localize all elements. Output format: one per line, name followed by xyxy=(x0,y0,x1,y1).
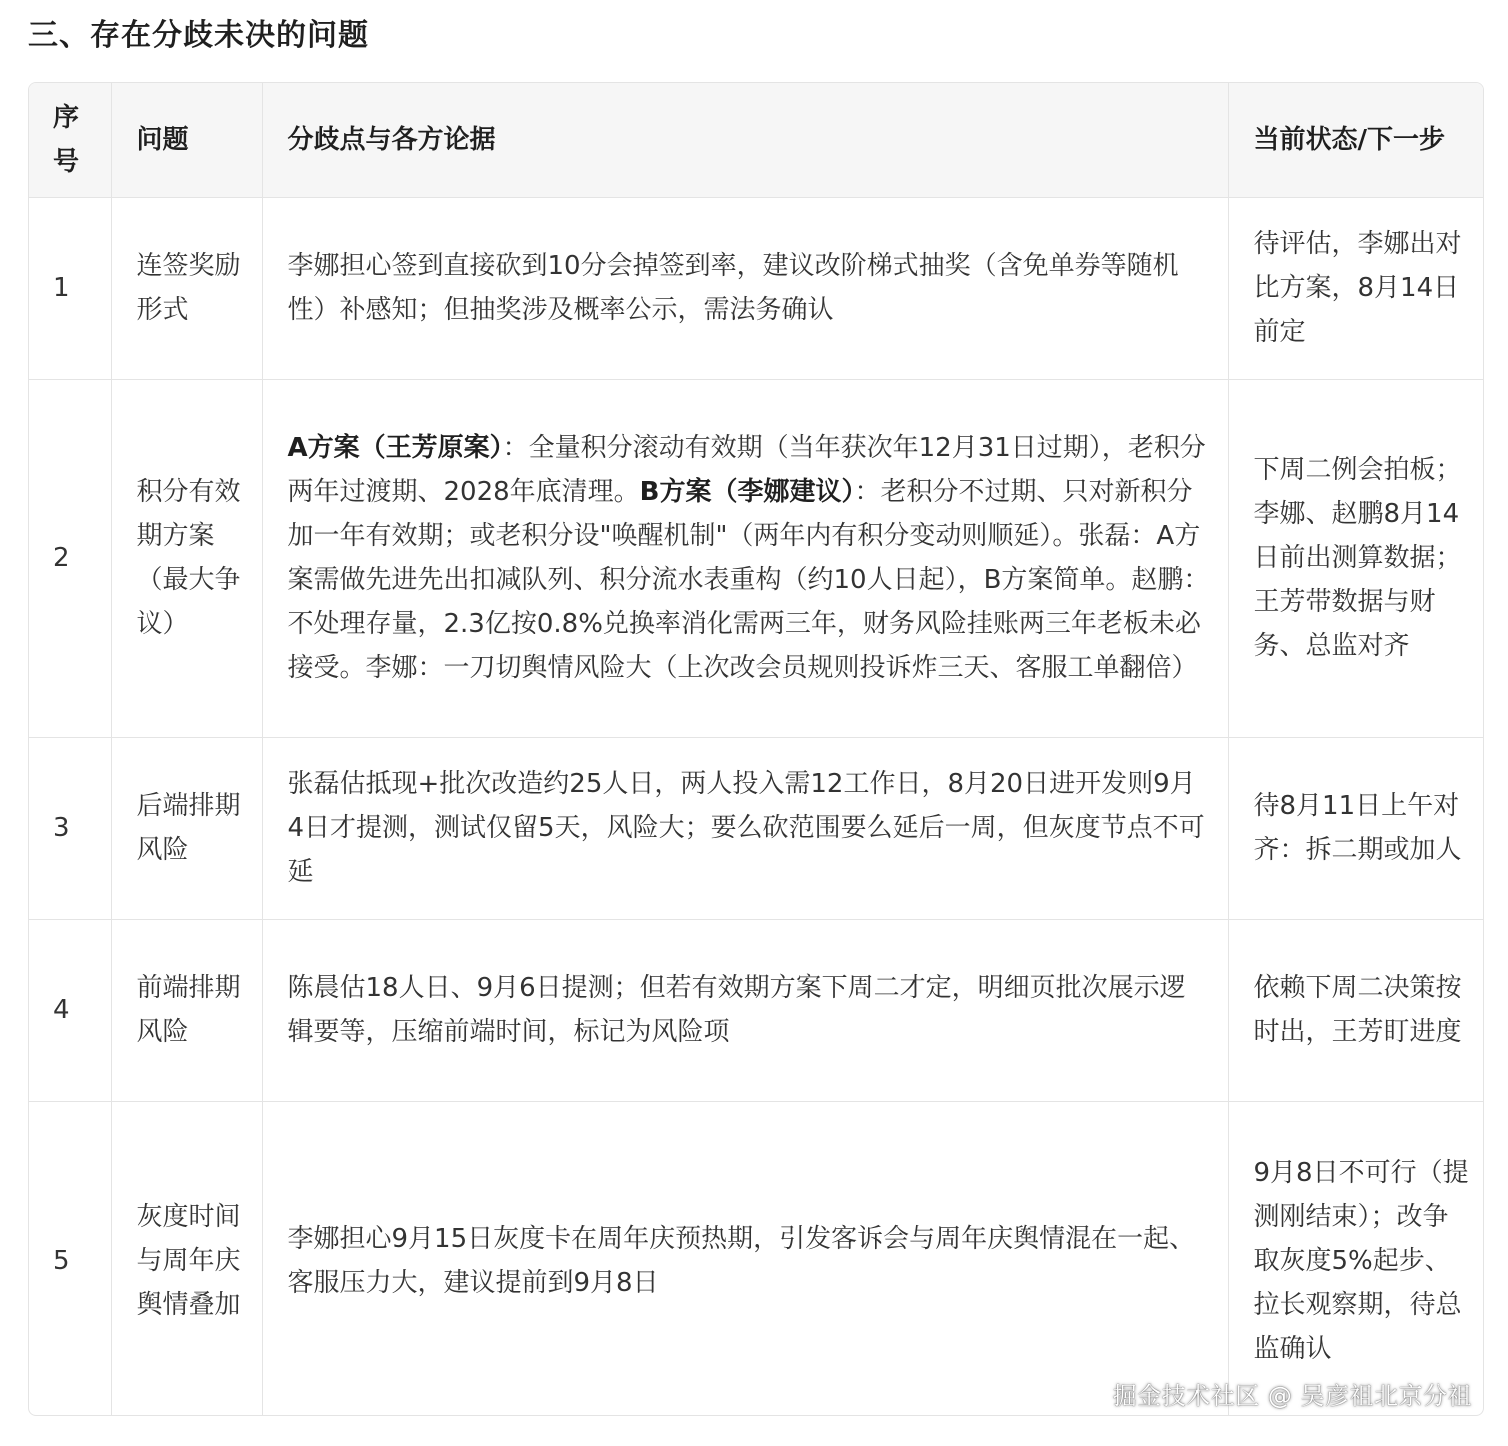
row-index: 5 xyxy=(29,1101,111,1416)
table-header-row xyxy=(29,83,1484,197)
row-index: 4 xyxy=(29,919,111,1101)
row-status: 待8月11日上午对齐：拆二期或加人 xyxy=(1228,737,1484,919)
header-issue: 问题 xyxy=(111,83,262,197)
table-row xyxy=(29,379,1484,737)
watermark: 掘金技术社区 @ 吴彦祖北京分祖 xyxy=(1112,1382,1472,1410)
row-details: 陈晨估18人日、9月6日提测；但若有效期方案下周二才定，明细页批次展示逻辑要等，压缩前端时间，标记为风险项 xyxy=(262,919,1228,1101)
plan-b-label: B方案（李娜建议） xyxy=(639,477,855,507)
header-index: 序号 xyxy=(29,83,111,197)
row-status: 下周二例会拍板；李娜、赵鹏8月14日前出测算数据；王芳带数据与财务、总监对齐 xyxy=(1228,379,1484,737)
row-status: 待评估，李娜出对比方案，8月14日前定 xyxy=(1228,197,1484,379)
issues-table-container xyxy=(28,82,1484,1416)
row-issue: 连签奖励形式 xyxy=(111,197,262,379)
row-details: 张磊估抵现+批次改造约25人日，两人投入需12工作日，8月20日进开发则9月4日才提测，测试仅留5天，风险大；要么砍范围要么延后一周，但灰度节点不可延 xyxy=(262,737,1228,919)
plan-a-label: A方案（王芳原案） xyxy=(287,433,503,463)
row-details: 李娜担心9月15日灰度卡在周年庆预热期，引发客诉会与周年庆舆情混在一起、客服压力大，建议提前到9月8日 xyxy=(262,1101,1228,1416)
row-issue: 后端排期风险 xyxy=(111,737,262,919)
table-row xyxy=(29,197,1484,379)
row-index: 2 xyxy=(29,379,111,737)
row-issue: 前端排期风险 xyxy=(111,919,262,1101)
row-details: 李娜担心签到直接砍到10分会掉签到率，建议改阶梯式抽奖（含免单券等随机性）补感知；但抽奖涉及概率公示，需法务确认 xyxy=(262,197,1228,379)
row-index: 1 xyxy=(29,197,111,379)
header-status: 当前状态/下一步 xyxy=(1228,83,1484,197)
table-row xyxy=(29,737,1484,919)
issues-table xyxy=(29,83,1484,1416)
plan-b-text: ：老积分不过期、只对新积分加一年有效期；或老积分设"唤醒机制"（两年内有积分变动则顺延）。张磊：A方案需做先进先出扣减队列、积分流水表重构（约10人日起），B方案简单。赵鹏：不处理存量，2.3亿按0.8%兑换率消化需两三年，财务风险挂账两三年老板未必接受。李娜：一刀切舆情风险大（上次改会员规则投诉炸三天、客服工单翻倍） xyxy=(287,477,1210,683)
row-status: 9月8日不可行（提测刚结束）；改争取灰度5%起步、拉长观察期，待总监确认 xyxy=(1228,1101,1484,1416)
section-title: 三、存在分歧未决的问题 xyxy=(28,18,369,53)
row-index: 3 xyxy=(29,737,111,919)
row-details xyxy=(262,379,1228,737)
table-row xyxy=(29,919,1484,1101)
plan-a-text: ：全量积分滚动有效期（当年获次年12月31日过期），老积分两年过渡期、2028年底清理。 xyxy=(287,433,1206,507)
header-details: 分歧点与各方论据 xyxy=(262,83,1228,197)
table-row xyxy=(29,1101,1484,1416)
row-status: 依赖下周二决策按时出，王芳盯进度 xyxy=(1228,919,1484,1101)
row-issue: 积分有效期方案（最大争议） xyxy=(111,379,262,737)
row-issue: 灰度时间与周年庆舆情叠加 xyxy=(111,1101,262,1416)
